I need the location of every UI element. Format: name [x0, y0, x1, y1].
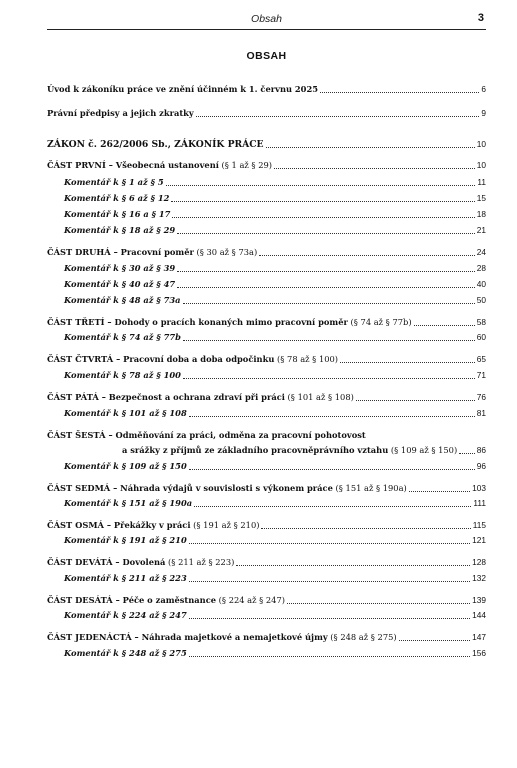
toc-entry-title — [64, 279, 175, 290]
toc-entry-section-range: (§ 224 až § 247) — [216, 595, 285, 605]
dot-leader — [189, 656, 470, 657]
toc-entry-title-main: Komentář k § 248 až § 275 — [64, 648, 187, 658]
toc-entry-page: 18 — [476, 209, 486, 219]
dot-leader — [189, 469, 475, 470]
toc-entry-page: 28 — [476, 263, 486, 273]
toc-entry-title-main: Komentář k § 40 až § 47 — [64, 279, 176, 289]
dot-leader — [266, 147, 475, 148]
toc-entry-title — [47, 595, 285, 606]
toc-entry-title — [64, 648, 187, 659]
toc-entry-commentary[interactable] — [47, 570, 486, 584]
toc-entry-title — [64, 573, 187, 584]
toc-entry-title-main: Komentář k § 109 až § 150 — [64, 461, 187, 471]
toc-entry-title-main: Právní předpisy a jejich zkratky — [47, 108, 194, 118]
toc-entry-title — [47, 520, 259, 531]
toc-entry-title-main: Komentář k § 1 až § 5 — [64, 177, 164, 187]
toc-entry-title — [64, 263, 175, 274]
toc-entry-title — [122, 445, 457, 456]
toc-entry-title-main: ČÁST PÁTÁ – Bezpečnost a ochrana zdraví při práci — [47, 392, 285, 402]
toc-entry-title — [64, 225, 175, 236]
toc-entry-title-main: Komentář k § 191 až § 210 — [64, 535, 187, 545]
toc-entry-title-main: ČÁST ŠESTÁ – Odměňování za práci, odměna za pracovní pohotovost — [47, 430, 366, 440]
toc-entry-commentary[interactable] — [47, 292, 486, 306]
toc-entry-page: 147 — [472, 632, 486, 642]
dot-leader — [189, 543, 470, 544]
dot-leader — [459, 453, 475, 454]
toc-entry-page: 103 — [472, 483, 486, 493]
toc-entry-page: 21 — [476, 225, 486, 235]
dot-leader — [287, 603, 470, 604]
toc-entry-commentary[interactable] — [47, 222, 486, 236]
toc-entry-title-main: Komentář k § 224 až § 247 — [64, 610, 187, 620]
toc-entry-title — [47, 392, 354, 403]
toc-entry-page: 40 — [476, 279, 486, 289]
toc-entry-commentary[interactable] — [47, 190, 486, 204]
toc-entry-page: 115 — [472, 520, 486, 530]
toc-entry-page: 128 — [472, 557, 486, 567]
toc-entry-page: 9 — [481, 108, 486, 118]
toc-entry-front[interactable] — [47, 105, 486, 119]
toc-entry-page: 81 — [476, 408, 486, 418]
dot-leader — [183, 303, 475, 304]
toc-entry-commentary[interactable] — [47, 405, 486, 419]
toc-entry-title-main: Komentář k § 151 až § 190a — [64, 498, 193, 508]
toc-entry-page: 11 — [477, 177, 486, 187]
toc-entry-commentary[interactable] — [47, 532, 486, 546]
toc-entry-page: 132 — [472, 573, 486, 583]
toc-entry-page: 24 — [476, 247, 486, 257]
toc-entry-title-main: ZÁKON č. 262/2006 Sb., ZÁKONÍK PRÁCE — [47, 139, 264, 150]
dot-leader — [259, 255, 475, 256]
dot-leader — [261, 528, 470, 529]
dot-leader — [189, 416, 475, 417]
toc-entry-title-main: ČÁST OSMÁ – Překážky v práci — [47, 520, 191, 530]
dot-leader — [183, 340, 475, 341]
toc-entry-part[interactable] — [47, 592, 486, 606]
toc-entry-commentary[interactable] — [47, 645, 486, 659]
toc-entry-title-main: Úvod k zákoníku práce ve znění účinném k 1. červnu 2025 — [47, 84, 318, 94]
toc-entry-part[interactable] — [47, 427, 486, 441]
toc-entry-commentary[interactable] — [47, 329, 486, 343]
toc-entry-section-range: (§ 78 až § 100) — [274, 354, 339, 364]
toc-entry-page: 86 — [476, 445, 486, 455]
toc-entry-commentary[interactable] — [47, 206, 486, 220]
dot-leader — [194, 506, 471, 507]
toc-entry-title — [64, 370, 181, 381]
toc-entry-title-main: Komentář k § 30 až § 39 — [64, 263, 176, 273]
toc-entry-part[interactable] — [47, 351, 486, 365]
toc-entry-section-range: (§ 74 až § 77b) — [347, 317, 412, 327]
dot-leader — [189, 581, 470, 582]
toc-entry-page: 121 — [472, 535, 486, 545]
dot-leader — [236, 565, 470, 566]
dot-leader — [183, 378, 475, 379]
toc-entry-title-main: Komentář k § 48 až § 73a — [64, 295, 181, 305]
toc-entry-title-main: ČÁST ČTVRTÁ – Pracovní doba a doba odpočinku — [47, 354, 275, 364]
toc-entry-commentary[interactable] — [47, 174, 486, 188]
toc-entry-section-range: (§ 1 až § 29) — [218, 160, 272, 170]
toc-entry-page: 58 — [476, 317, 486, 327]
toc-entry-title — [64, 209, 170, 220]
toc-entry-title-main: ČÁST TŘETÍ – Dohody o pracích konaných mimo pracovní poměr — [47, 317, 348, 327]
toc-entry-commentary[interactable] — [47, 367, 486, 381]
dot-leader — [177, 233, 475, 234]
toc-entry-title-main: a srážky z příjmů ze základního pracovněprávního vztahu — [122, 445, 389, 455]
dot-leader — [399, 640, 471, 641]
toc-entry-title-main: Komentář k § 18 až § 29 — [64, 225, 176, 235]
toc-entry-title — [47, 317, 412, 328]
toc-entry-title-main: ČÁST SEDMÁ – Náhrada výdajů v souvislosti s výkonem práce — [47, 483, 333, 493]
toc-entry-section-range: (§ 109 až § 150) — [388, 445, 458, 455]
dot-leader — [177, 287, 475, 288]
toc-entry-title — [47, 247, 257, 258]
toc-entry-title — [64, 498, 192, 509]
toc-entry-title — [47, 483, 407, 494]
toc-entry-title-main: ČÁST PRVNÍ – Všeobecná ustanovení — [47, 160, 219, 170]
dot-leader — [177, 271, 475, 272]
toc-entry-title — [47, 632, 397, 643]
toc-entry-title — [47, 557, 234, 568]
toc-entry-title-main: Komentář k § 78 až § 100 — [64, 370, 181, 380]
toc-entry-title — [64, 295, 181, 306]
toc-entry-title — [64, 177, 164, 188]
toc-entry-page: 96 — [476, 461, 486, 471]
toc-entry-title — [47, 108, 194, 119]
toc-entry-part[interactable] — [47, 442, 486, 456]
toc-entry-title — [47, 354, 338, 365]
toc-entry-title-main: ČÁST JEDENÁCTÁ – Náhrada majetkové a nemajetkové újmy — [47, 632, 328, 642]
toc-entry-section-range: (§ 151 až § 190a) — [332, 483, 407, 493]
toc-entry-title — [47, 160, 272, 171]
toc-entry-commentary[interactable] — [47, 495, 486, 509]
page-number: 3 — [477, 12, 484, 24]
toc-entry-page: 65 — [476, 354, 486, 364]
toc-entry-part[interactable] — [47, 480, 486, 494]
toc-entry-title — [64, 610, 187, 621]
toc-entry-page: 60 — [476, 332, 486, 342]
toc-entry-page: 76 — [476, 392, 486, 402]
toc-entry-page: 144 — [472, 610, 486, 620]
toc-entry-title — [64, 193, 169, 204]
toc-entry-title-main: Komentář k § 101 až § 108 — [64, 408, 187, 418]
toc-entry-title-main: Komentář k § 16 a § 17 — [64, 209, 171, 219]
toc-entry-page: 111 — [473, 498, 486, 508]
toc-entry-part[interactable] — [47, 389, 486, 403]
toc-entry-page: 6 — [481, 84, 486, 94]
toc-entry-page: 71 — [476, 370, 486, 380]
toc-entry-section-range: (§ 101 až § 108) — [284, 392, 354, 402]
toc-entry-title — [64, 535, 187, 546]
dot-leader — [356, 400, 475, 401]
toc-entry-page: 156 — [472, 648, 486, 658]
toc-entry-commentary[interactable] — [47, 260, 486, 274]
toc-entry-section-range: (§ 191 až § 210) — [190, 520, 260, 530]
toc-entry-title — [64, 461, 187, 472]
toc-entry-title — [64, 408, 187, 419]
toc-entry-title-main: ČÁST DESÁTÁ – Péče o zaměstnance — [47, 595, 217, 605]
dot-leader — [172, 217, 474, 218]
toc-entry-title-main: Komentář k § 211 až § 223 — [64, 573, 187, 583]
toc-entry-title — [47, 139, 264, 150]
toc-entry-page: 15 — [476, 193, 486, 203]
dot-leader — [409, 491, 470, 492]
toc-entry-part[interactable] — [47, 157, 486, 171]
toc-entry-title-main: ČÁST DRUHÁ – Pracovní poměr — [47, 247, 194, 257]
toc-entry-part[interactable] — [47, 517, 486, 531]
toc-entry-page: 10 — [476, 139, 486, 149]
toc-entry-section-range: (§ 248 až § 275) — [327, 632, 397, 642]
toc-entry-title-main: Komentář k § 6 až § 12 — [64, 193, 170, 203]
dot-leader — [166, 185, 476, 186]
toc-heading: OBSAH — [246, 50, 287, 62]
toc-entry-front[interactable] — [47, 81, 486, 95]
dot-leader — [171, 201, 474, 202]
dot-leader — [274, 168, 475, 169]
dot-leader — [196, 116, 480, 117]
toc-entry-law[interactable] — [47, 136, 486, 150]
toc-entry-part[interactable] — [47, 314, 486, 328]
toc-entry-commentary[interactable] — [47, 607, 486, 621]
toc-entry-page: 50 — [476, 295, 486, 305]
toc-entry-commentary[interactable] — [47, 458, 486, 472]
dot-leader — [340, 362, 475, 363]
running-head-title: Obsah — [251, 13, 282, 25]
toc-entry-title — [47, 430, 366, 441]
toc-entry-part[interactable] — [47, 554, 486, 568]
running-head — [47, 12, 486, 30]
toc-entry-page: 10 — [476, 160, 486, 170]
toc-entry-title-main: ČÁST DEVÁTÁ – Dovolená — [47, 557, 166, 567]
toc-entry-section-range: (§ 211 až § 223) — [165, 557, 235, 567]
toc-entry-title — [64, 332, 181, 343]
dot-leader — [320, 92, 479, 93]
toc-entry-part[interactable] — [47, 244, 486, 258]
toc-entry-page: 139 — [472, 595, 486, 605]
toc-entry-title-main: Komentář k § 74 až § 77b — [64, 332, 181, 342]
toc-entry-commentary[interactable] — [47, 276, 486, 290]
toc-entry-part[interactable] — [47, 629, 486, 643]
toc-entry-title — [47, 84, 318, 95]
toc-entry-section-range: (§ 30 až § 73a) — [193, 247, 258, 257]
dot-leader — [189, 618, 470, 619]
dot-leader — [414, 325, 475, 326]
